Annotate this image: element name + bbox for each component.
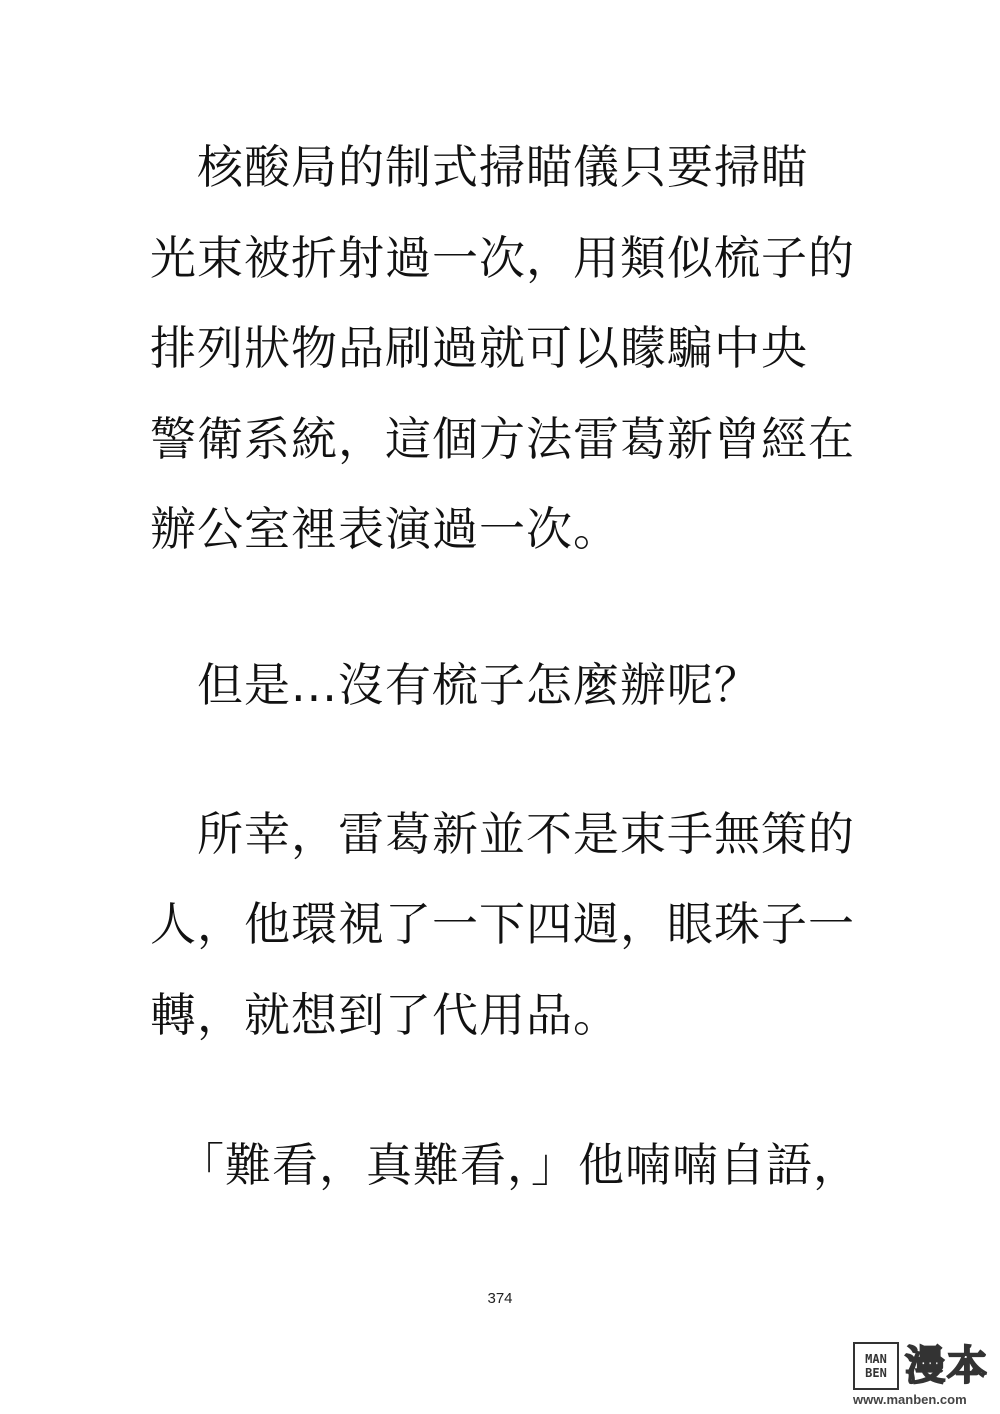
watermark-title: 漫本 <box>905 1343 989 1389</box>
text-line: 排列狀物品刷過就可以矇騙中央 <box>150 321 808 375</box>
watermark-box-bottom: BEN <box>865 1366 887 1380</box>
text-line: 光束被折射過一次，用類似梳子的 <box>150 231 855 285</box>
watermark-url: www.manben.com <box>853 1392 967 1407</box>
watermark-logo <box>853 1340 995 1410</box>
page-number: 374 <box>487 1290 513 1307</box>
text-line: 警衛系統，這個方法雷葛新曾經在 <box>150 412 855 466</box>
text-line: 「難看，真難看，」他喃喃自語， <box>178 1138 860 1192</box>
text-line: 核酸局的制式掃瞄儀只要掃瞄 <box>150 140 808 194</box>
text-line: 人，他環視了一下四週，眼珠子一 <box>150 897 855 951</box>
watermark-box <box>853 1342 899 1390</box>
text-line: 轉，就想到了代用品。 <box>150 988 620 1042</box>
text-line: 所幸，雷葛新並不是束手無策的 <box>150 807 855 861</box>
text-line: 但是...沒有梳子怎麼辦呢？ <box>150 658 761 712</box>
watermark-box-top: MAN <box>865 1352 887 1366</box>
text-line: 辦公室裡表演過一次。 <box>150 502 620 556</box>
